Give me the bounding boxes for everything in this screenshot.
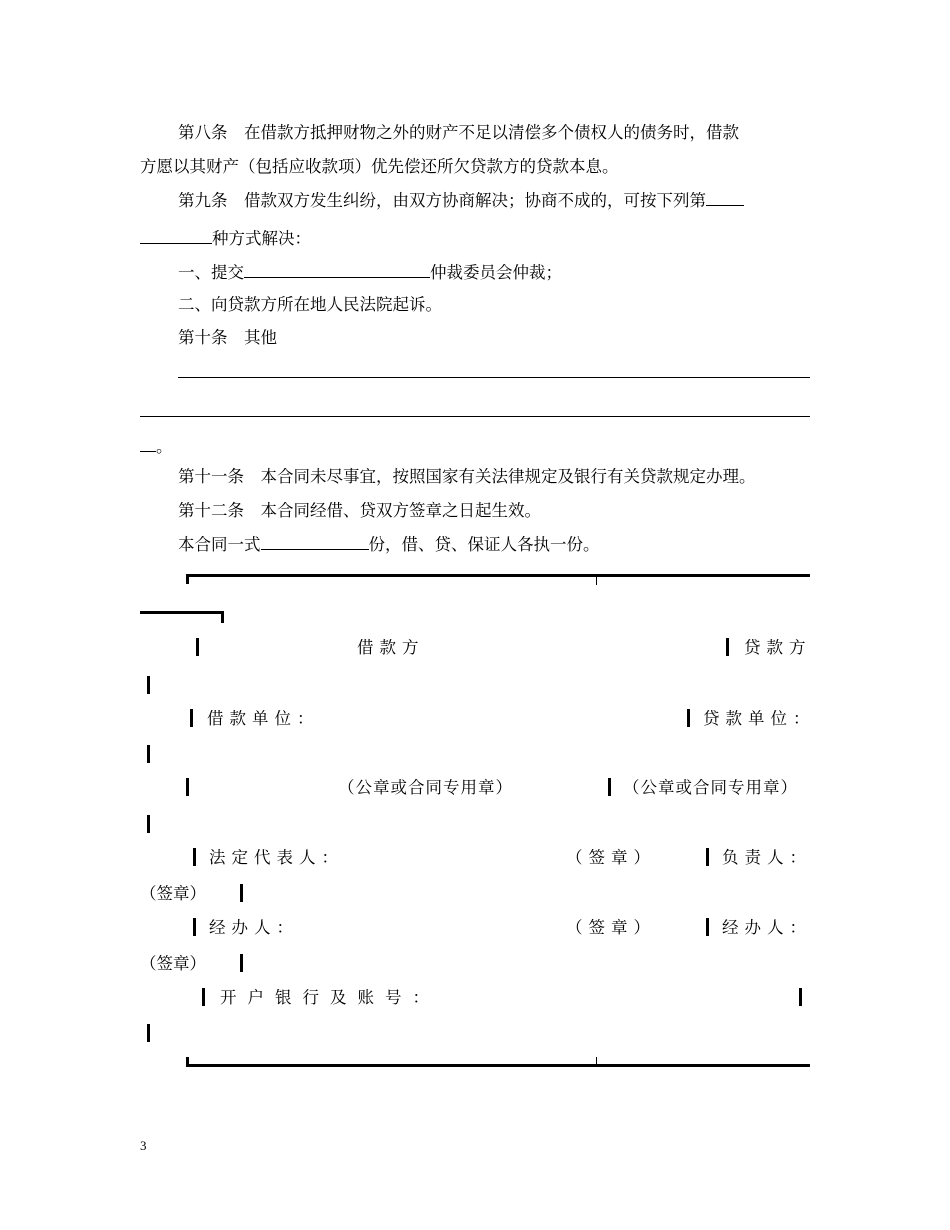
row-header-left-bar [196,638,199,656]
copies-prefix: 本合同一式 [178,535,261,554]
row-bank-end-bar [147,1024,150,1042]
responsible-label: 负责人： [722,848,812,867]
legal-rep-label: 法定代表人： [209,848,344,867]
blank-copies [261,535,369,550]
row-unit-end-bar [147,745,150,763]
row-seal-end-bar [147,815,150,833]
lender-handler-sign: （签章） [140,954,206,973]
article-8-line-2: 方愿以其财产（包括应收款项）优先偿还所欠贷款方的贷款本息。 [140,157,619,176]
page-number: 3 [140,1138,147,1153]
article-8-line-1: 第八条 在借款方抵押财物之外的财产不足以清偿多个债权人的债务时，借款 [178,123,739,142]
borrower-unit-label: 借款单位： [207,709,320,728]
table-top-border-wrap [140,611,224,614]
borrower-handler-sign: （签章） [566,918,656,937]
copies-line [178,535,600,555]
table-bottom-border [186,1064,810,1067]
row-rep-end-bar [240,884,243,902]
option-1-prefix: 一、提交 [178,263,244,282]
lender-handler-label: 经办人： [722,918,812,937]
table-top-left-corner [186,574,189,584]
row-handler-mid-bar [706,918,709,936]
article-9-line-1 [178,191,744,211]
row-bank-left-bar [202,988,205,1006]
blank-method-number-b [140,229,212,244]
row-handler-end-bar [240,954,243,972]
option-1 [178,263,562,283]
article-10: 第十条 其他 [178,328,277,347]
row-rep-left-bar [193,848,196,866]
blank-method-number-a [706,191,744,206]
borrower-header: 借款方 [357,638,425,657]
row-header-mid-bar [726,638,729,656]
row-bank-right-bar [799,988,802,1006]
article-9-text: 第九条 借款双方发生纠纷，由双方协商解决；协商不成的，可按下列第 [178,191,706,210]
table-top-right-corner [221,611,224,623]
lender-header: 贷款方 [744,638,812,657]
article-12: 第十二条 本合同经借、贷双方签章之日起生效。 [178,501,541,520]
article-9-line-2 [140,229,311,249]
table-bottom-divider-tick [596,1057,597,1065]
row-rep-mid-bar [706,848,709,866]
borrower-seal-note: （公章或合同专用章） [338,778,513,797]
responsible-sign: （签章） [140,884,206,903]
article-10-period: 。 [156,437,173,456]
article-11: 第十一条 本合同未尽事宜，按照国家有关法律规定及银行有关贷款规定办理。 [178,467,756,486]
legal-rep-sign: （签章） [566,848,656,867]
row-unit-mid-bar [687,709,690,727]
blank-arbitration-commission [244,263,430,278]
blank-other-line-3 [140,437,156,452]
bank-account-label: 开户银行及账号： [220,988,440,1007]
row-seal-left-bar [186,778,189,796]
blank-other-line-1 [178,377,810,378]
option-1-suffix: 仲裁委员会仲裁； [430,263,562,282]
table-top-divider-tick [596,576,597,585]
article-10-end [140,437,173,457]
table-top-border [186,574,810,577]
row-handler-left-bar [193,918,196,936]
article-9-suffix: 种方式解决： [212,229,311,248]
option-2: 二、向贷款方所在地人民法院起诉。 [178,295,442,314]
borrower-handler-label: 经办人： [209,918,299,937]
row-unit-left-bar [190,709,193,727]
copies-suffix: 份，借、贷、保证人各执一份。 [368,535,600,554]
lender-seal-note: （公章或合同专用章） [623,778,798,797]
blank-other-line-2 [140,416,810,417]
row-seal-mid-bar [608,778,611,796]
row-header-end-bar [147,676,150,694]
lender-unit-label: 贷款单位： [703,709,816,728]
